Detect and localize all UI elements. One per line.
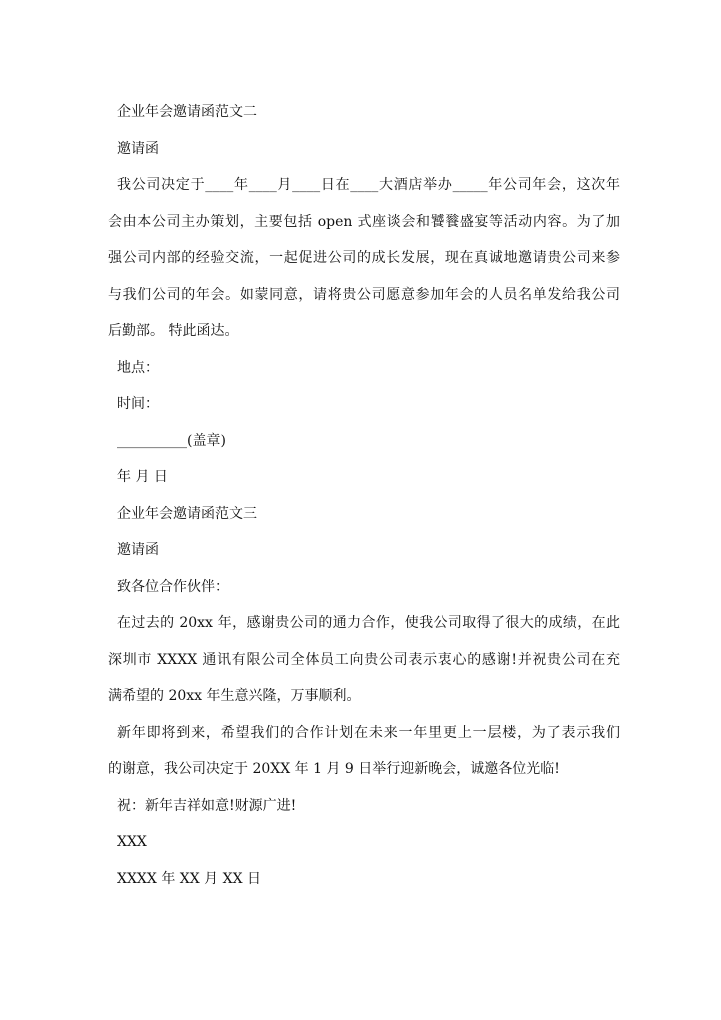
paragraph-invitation-2 bbox=[108, 167, 620, 350]
document-body bbox=[108, 94, 620, 897]
paragraph-line: 新年即将到来，希望我们的合作计划在未来一年里更上一层楼，为了表示我们 bbox=[117, 724, 620, 741]
sign-date: XXXX 年 XX 月 XX 日 bbox=[117, 870, 261, 887]
paragraph-line: 强公司内部的经验交流，一起促进公司的成长发展，现在真诚地邀请贵公司来参 bbox=[108, 250, 620, 266]
place-label: 地点： bbox=[117, 359, 159, 376]
paragraph-line: 深圳市 XXXX 通讯有限公司全体员工向贵公司表示衷心的感谢!并祝贵公司在充 bbox=[108, 651, 620, 668]
date-line: 年 月 日 bbox=[117, 469, 168, 485]
section-title-3: 企业年会邀请函范文三 bbox=[117, 505, 257, 522]
paragraph-line: 会由本公司主办策划，主要包括 open 式座谈会和饕餮盛宴等活动内容。为了加 bbox=[108, 213, 620, 230]
paragraph-line: 满希望的 20xx 年生意兴隆，万事顺利。 bbox=[108, 688, 361, 704]
seal-line: __________(盖章) bbox=[117, 432, 226, 449]
sender-name: XXX bbox=[117, 834, 147, 850]
paragraph-line: 的谢意，我公司决定于 20XX 年 1 月 9 日举行迎新晚会，诚邀各位光临! bbox=[108, 761, 560, 777]
paragraph-line: 与我们公司的年会。如蒙同意，请将贵公司愿意参加年会的人员名单发给我公司 bbox=[108, 286, 620, 303]
paragraph-line: 后勤部。 特此函达。 bbox=[108, 323, 239, 339]
paragraph-thanks bbox=[108, 605, 620, 715]
letter-heading-2: 邀请函 bbox=[117, 140, 159, 157]
paragraph-new-year bbox=[108, 715, 620, 788]
section-title-2: 企业年会邀请函范文二 bbox=[117, 104, 257, 120]
letter-heading-3: 邀请函 bbox=[117, 542, 159, 558]
time-label: 时间： bbox=[117, 396, 159, 412]
wish-line: 祝：新年吉祥如意!财源广进! bbox=[117, 797, 297, 814]
greeting: 致各位合作伙伴： bbox=[117, 578, 229, 595]
paragraph-line: 我公司决定于____年____月____日在____大酒店举办_____年公司年会，这次年 bbox=[117, 177, 620, 193]
paragraph-line: 在过去的 20xx 年，感谢贵公司的通力合作，使我公司取得了很大的成绩，在此 bbox=[117, 615, 620, 631]
